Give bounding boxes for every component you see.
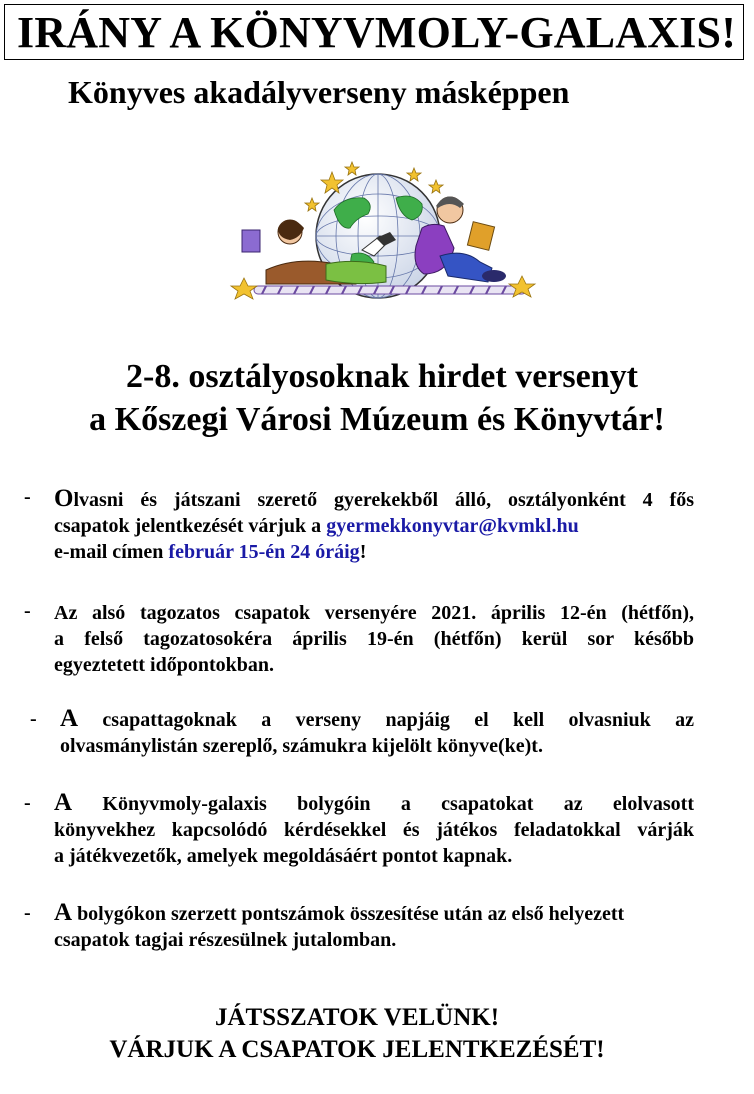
item-3-line-2: olvasmánylistán szereplő, számukra kijelölt könyve(ke)t.	[60, 735, 543, 757]
item-5-line-1: A bolygókon szerzett pontszámok összesítése után az első helyezett	[54, 899, 625, 926]
bullet-dash: -	[24, 600, 31, 622]
list-item	[24, 790, 724, 870]
item-4-line-2: könyvekhez kapcsolódó kérdésekkel és játékos feladatokkal várják	[54, 819, 694, 841]
item-3-line-1: A csapattagoknak a verseny napjáig el kell olvasniuk az	[60, 705, 694, 732]
list-item	[24, 900, 724, 954]
bullet-dash: -	[24, 792, 31, 814]
list-item	[24, 600, 724, 680]
title-box	[4, 4, 744, 60]
item-2-line-3: egyeztetett időpontokban.	[54, 654, 274, 676]
bullet-dash: -	[24, 902, 31, 924]
list-item	[24, 486, 724, 566]
list-item	[30, 706, 724, 760]
item-4-line-3: a játékvezetők, amelyek megoldásáért pontot kapnak.	[54, 845, 513, 867]
headline-line-1: 2-8. osztályosoknak hirdet versenyt	[126, 358, 638, 395]
item-2-line-2: a felső tagozatosokéra április 19-én (hétfőn) kerül sor később	[54, 628, 694, 650]
reading-children-illustration	[226, 158, 542, 320]
item-1-line-3: e-mail címen február 15-én 24 óráig!	[54, 541, 367, 563]
item-2-line-1: Az alsó tagozatos csapatok versenyére 2021. április 12-én (hétfőn),	[54, 602, 694, 624]
item-5-line-2: csapatok tagjai részesülnek jutalomban.	[54, 929, 397, 951]
email-link[interactable]: gyermekkonyvtar@kvmkl.hu	[326, 515, 579, 537]
item-1-line-1: Olvasni és játszani szerető gyerekekből álló, osztályonként 4 fős	[54, 485, 694, 512]
footer-line-1: JÁTSSZATOK VELÜNK!	[214, 1004, 500, 1031]
item-1-line-2: csapatok jelentkezését várjuk a gyermekkonyvtar@kvmkl.hu	[54, 515, 579, 537]
footer-line-2: VÁRJUK A CSAPATOK JELENTKEZÉSÉT!	[109, 1036, 605, 1063]
item-4-line-1: A Könyvmoly-galaxis bolygóin a csapatokat az elolvasott	[54, 789, 694, 816]
page-title: IRÁNY A KÖNYVMOLY-GALAXIS!	[17, 8, 737, 57]
bullet-dash: -	[24, 486, 31, 508]
star-rod-icon	[254, 286, 526, 294]
subtitle: Könyves akadályverseny másképpen	[68, 74, 570, 110]
deadline-text: február 15-én 24 óráig	[168, 541, 360, 563]
headline-line-2: a Kőszegi Városi Múzeum és Könyvtár!	[89, 401, 665, 438]
bullet-dash: -	[30, 708, 37, 730]
